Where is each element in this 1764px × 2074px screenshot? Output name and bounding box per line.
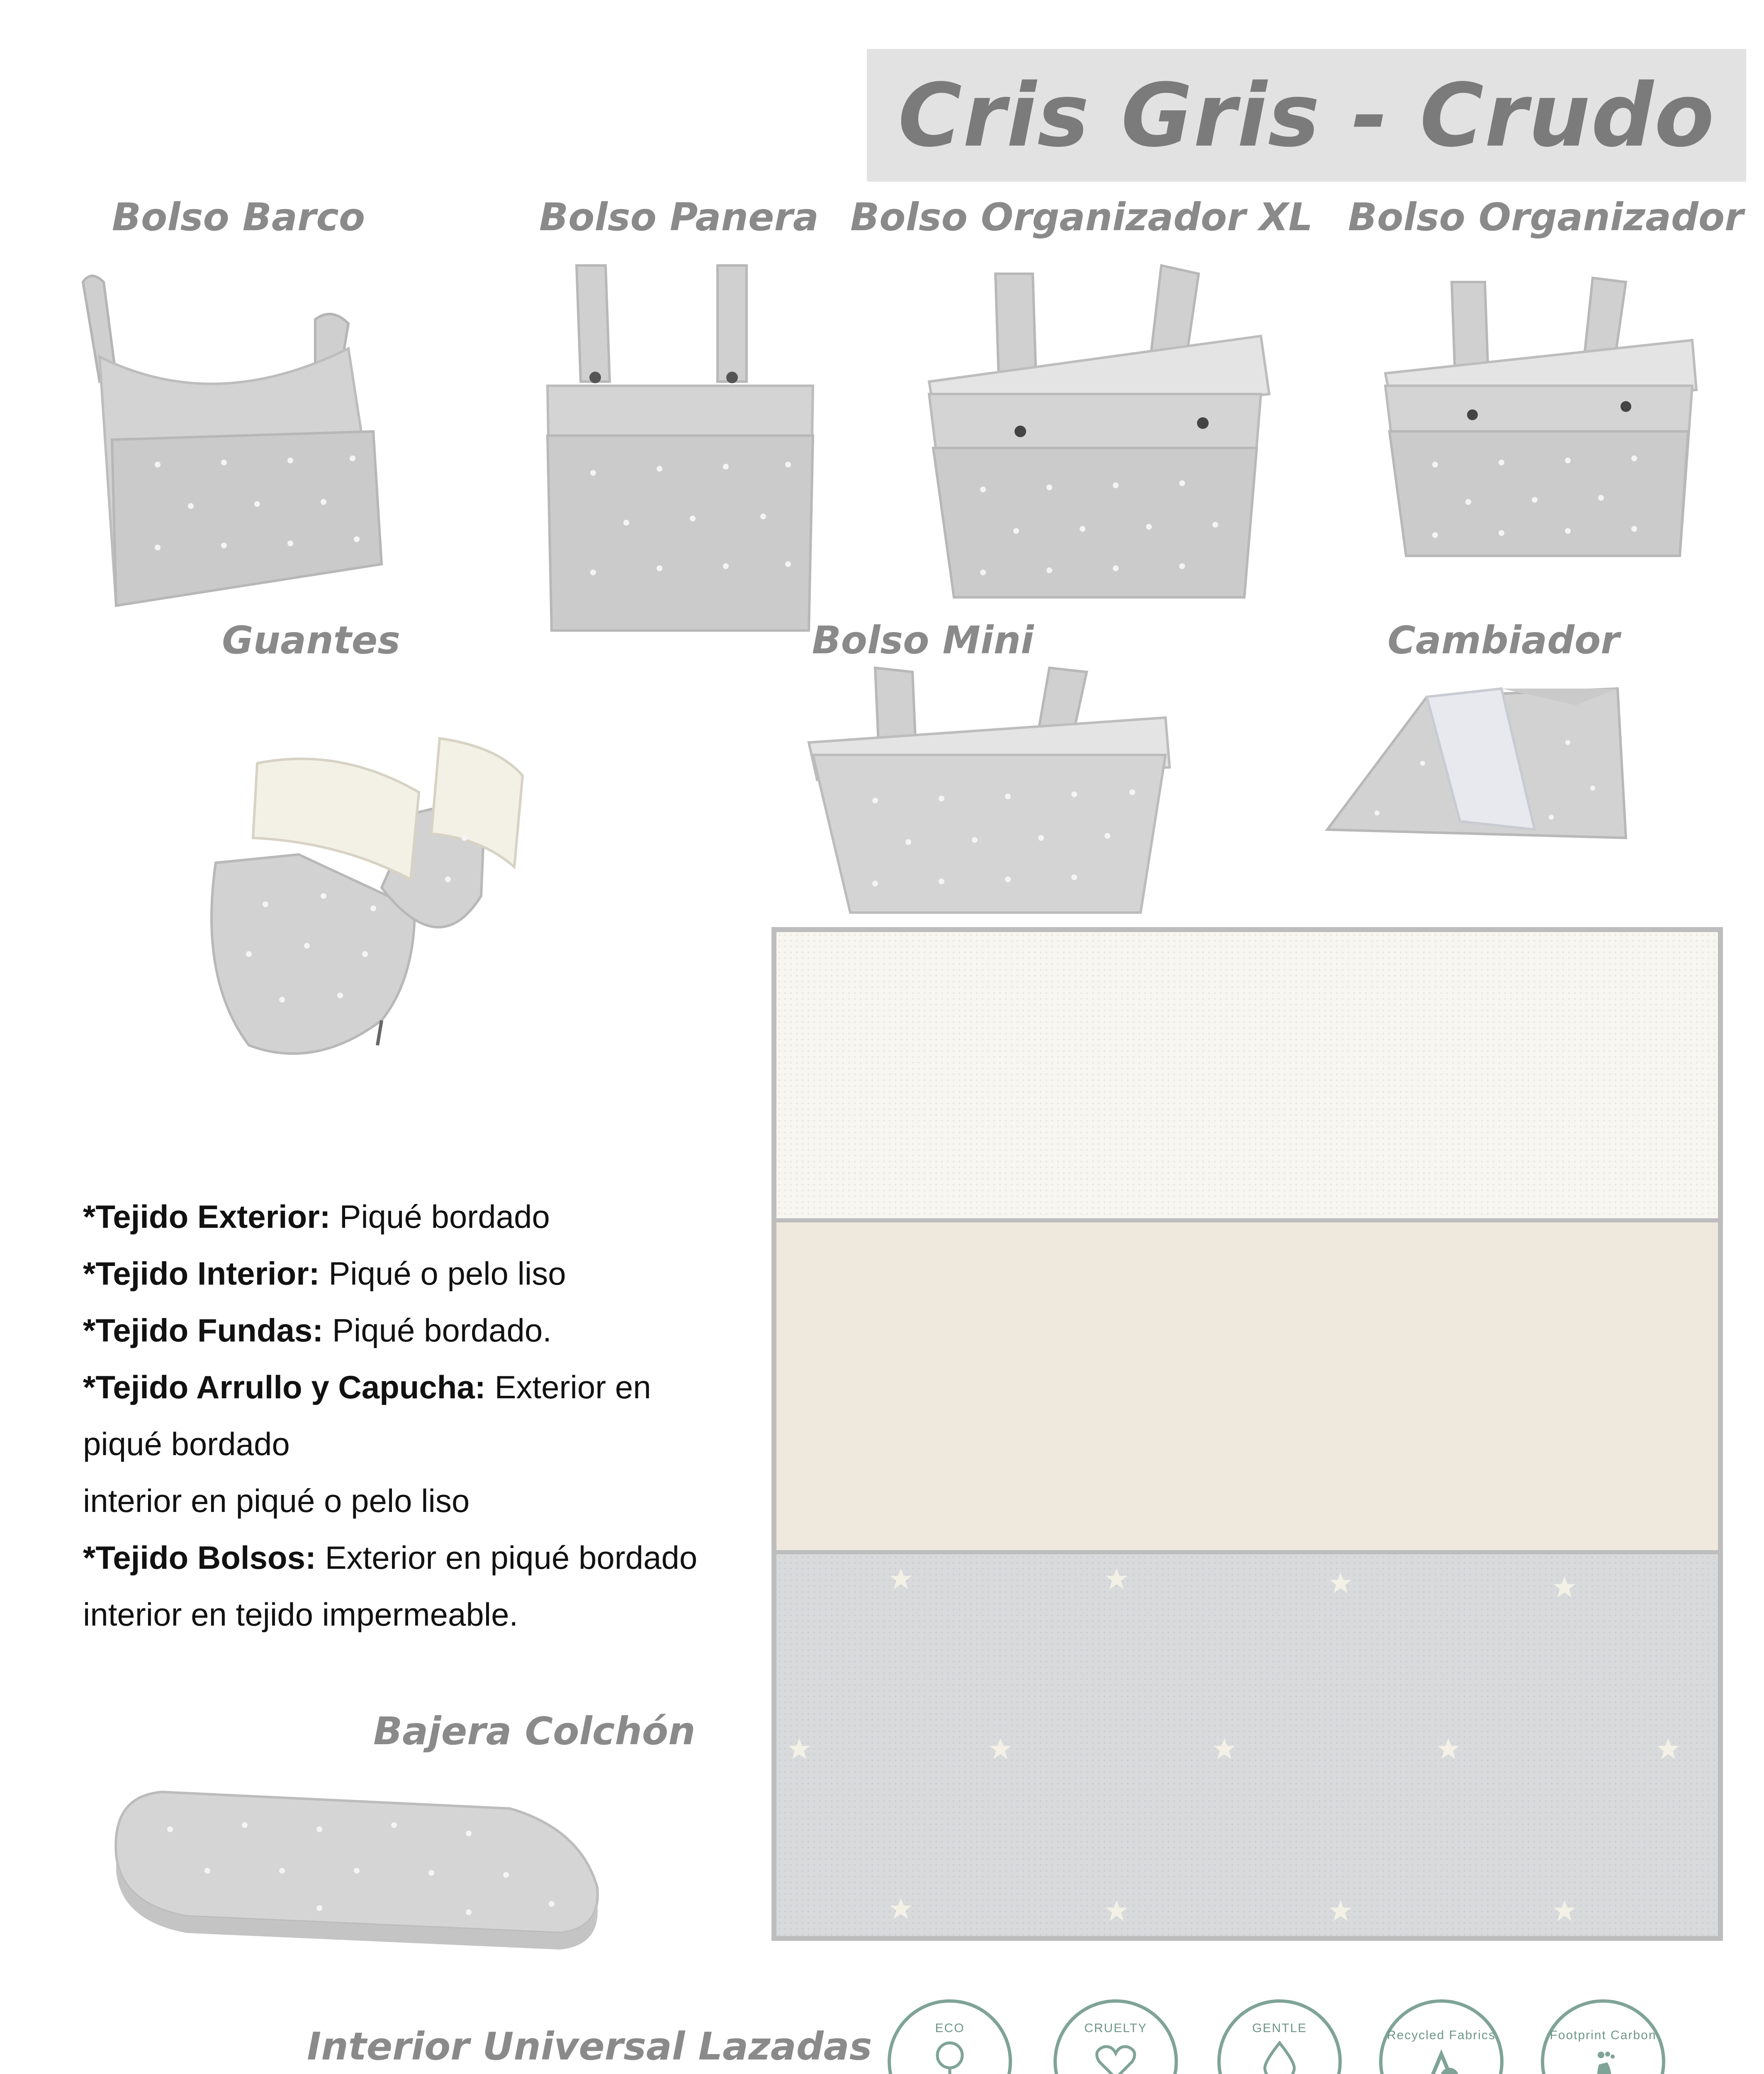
tree-icon — [927, 2039, 973, 2074]
label-bolso-barco: Bolso Barco — [112, 195, 365, 239]
label-bolso-organizador-xl: Bolso Organizador XL — [850, 195, 1313, 239]
label-interior-universal: Interior Universal Lazadas — [307, 2024, 872, 2069]
star-pattern — [776, 1554, 1718, 1936]
bolso-organizador-image — [1377, 274, 1701, 564]
fabric-info-line: *Tejido Interior: Piqué o pelo liso — [83, 1255, 566, 1292]
cambiador-image — [1319, 680, 1634, 846]
label-guantes: Guantes — [222, 618, 400, 662]
swatch-cream-velour — [776, 1222, 1718, 1550]
label-bolso-organizador: Bolso Organizador — [1348, 195, 1744, 239]
bolso-panera-image — [539, 257, 821, 647]
heart-hands-icon — [1093, 2039, 1139, 2074]
fabric-info — [83, 1188, 697, 1643]
badge-recycled-fabrics: Recycled Fabrics — [1379, 1999, 1504, 2074]
guantes-image — [182, 730, 547, 1070]
fabric-info-line: interior en piqué o pelo liso — [83, 1482, 470, 1519]
bolso-barco-image — [66, 274, 390, 630]
label-bajera-colchon: Bajera Colchón — [373, 1709, 696, 1753]
badge-footprint-carbon: Footprint Carbon — [1541, 1999, 1665, 2074]
badge-cruelty-free: CRUELTY — [1054, 1999, 1178, 2074]
swatch-gray-stars — [776, 1554, 1718, 1936]
swatch-white-pique — [776, 932, 1718, 1218]
bolso-mini-image — [800, 660, 1182, 925]
fabric-info-line: *Tejido Bolsos: Exterior en piqué bordado — [83, 1539, 698, 1576]
label-cambiador: Cambiador — [1387, 618, 1620, 662]
label-bolso-mini: Bolso Mini — [812, 618, 1034, 662]
bajera-colchon-image — [104, 1779, 610, 1954]
fabric-info-line: *Tejido Arrullo y Capucha: Exterior en — [83, 1369, 651, 1405]
page-title: Cris Gris - Crudo — [898, 64, 1715, 166]
interior-universal-image — [33, 2070, 560, 2074]
fabric-info-line: interior en tejido impermeable. — [83, 1596, 518, 1633]
recycle-icon — [1418, 2046, 1464, 2074]
fabric-info-line: *Tejido Fundas: Piqué bordado. — [83, 1312, 552, 1349]
label-bolso-panera: Bolso Panera — [539, 195, 819, 239]
fabric-info-line: piqué bordado — [83, 1426, 290, 1462]
badge-gentle-on-skin: GENTLE — [1217, 1999, 1342, 2074]
badge-eco-friendly: ECO — [888, 1999, 1012, 2074]
fabric-swatches — [771, 927, 1723, 1941]
fabric-info-line: *Tejido Exterior: Piqué bordado — [83, 1198, 550, 1235]
footprint-icon — [1580, 2046, 1626, 2074]
drop-icon — [1257, 2039, 1302, 2074]
bolso-organizador-xl-image — [912, 257, 1277, 606]
